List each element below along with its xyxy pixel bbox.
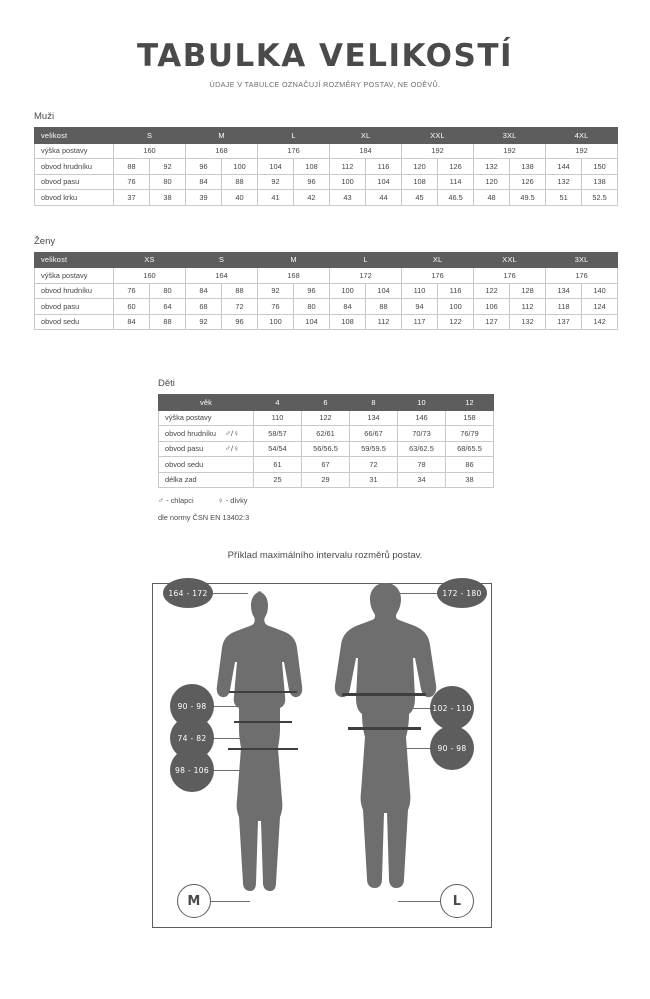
legend-girls-label: - dívky xyxy=(225,496,248,505)
page-title: TABULKA VELIKOSTÍ xyxy=(136,38,514,74)
kids-chest-0: 58/57 xyxy=(254,426,302,442)
table-row xyxy=(35,174,618,190)
men-height-4xl: 192 xyxy=(546,143,618,159)
kids-height-2: 134 xyxy=(350,410,398,426)
men-neck-3: 40 xyxy=(222,190,258,206)
man-chest-band xyxy=(342,693,426,696)
men-chest-1: 92 xyxy=(150,159,186,175)
women-hips-5: 104 xyxy=(294,314,330,330)
woman-chest-band xyxy=(229,691,297,693)
man-waist-bubble: 90 - 98 xyxy=(430,726,474,770)
women-chest-8: 110 xyxy=(402,283,438,299)
women-height-xl: 176 xyxy=(402,268,474,284)
men-neck-2: 39 xyxy=(186,190,222,206)
men-size-l: L xyxy=(258,128,330,144)
kids-height-3: 146 xyxy=(398,410,446,426)
table-header-row xyxy=(35,252,618,268)
men-height-xxl: 192 xyxy=(402,143,474,159)
table-row xyxy=(35,268,618,284)
men-chest-11: 138 xyxy=(510,159,546,175)
men-chest-5: 108 xyxy=(294,159,330,175)
section-label-women: Ženy xyxy=(34,235,56,247)
women-chest-10: 122 xyxy=(474,283,510,299)
women-chest-7: 104 xyxy=(366,283,402,299)
men-size-4xl: 4XL xyxy=(546,128,618,144)
kids-waist-4: 68/65.5 xyxy=(446,441,494,457)
man-height-bubble: 172 - 180 xyxy=(437,578,487,608)
table-row xyxy=(35,299,618,315)
leader-man-waist xyxy=(400,748,432,749)
men-waist-6: 100 xyxy=(330,174,366,190)
men-height-l: 176 xyxy=(258,143,330,159)
kids-row-label-waist xyxy=(159,441,254,457)
men-chest-4: 104 xyxy=(258,159,294,175)
women-height-xxl: 176 xyxy=(474,268,546,284)
kids-height-4: 158 xyxy=(446,410,494,426)
figure-title: Příklad maximálního intervalu rozměrů postav. xyxy=(227,550,423,561)
women-waist-0: 60 xyxy=(114,299,150,315)
kids-header-vek: věk xyxy=(159,395,254,411)
women-height-xs: 160 xyxy=(114,268,186,284)
women-size-xl: XL xyxy=(402,252,474,268)
leader-woman-hips xyxy=(213,770,247,771)
women-hips-13: 142 xyxy=(582,314,618,330)
section-label-kids: Děti xyxy=(158,378,175,389)
woman-waist-band xyxy=(234,721,292,723)
kids-age-6: 6 xyxy=(302,395,350,411)
table-row xyxy=(35,190,618,206)
kids-chest-2: 66/67 xyxy=(350,426,398,442)
kids-chest-1: 62/61 xyxy=(302,426,350,442)
woman-hips-bubble: 98 - 106 xyxy=(170,748,214,792)
men-chest-8: 120 xyxy=(402,159,438,175)
women-hips-9: 122 xyxy=(438,314,474,330)
women-size-s: S xyxy=(186,252,258,268)
men-neck-5: 42 xyxy=(294,190,330,206)
women-row-label-hips: obvod sedu xyxy=(35,314,114,330)
kids-waist-1: 56/56.5 xyxy=(302,441,350,457)
men-waist-12: 132 xyxy=(546,174,582,190)
table-row xyxy=(159,441,494,457)
kids-hips-4: 86 xyxy=(446,457,494,473)
men-waist-10: 120 xyxy=(474,174,510,190)
men-waist-5: 96 xyxy=(294,174,330,190)
woman-waist-bubble: 74 - 82 xyxy=(170,716,214,760)
women-waist-12: 118 xyxy=(546,299,582,315)
kids-age-12: 12 xyxy=(446,395,494,411)
leader-woman-size xyxy=(206,901,250,902)
kids-waist-3: 63/62.5 xyxy=(398,441,446,457)
women-chest-11: 128 xyxy=(510,283,546,299)
men-waist-11: 126 xyxy=(510,174,546,190)
men-chest-10: 132 xyxy=(474,159,510,175)
men-waist-2: 84 xyxy=(186,174,222,190)
gender-icons-chest: ♂/♀ xyxy=(225,428,240,438)
kids-backlength-0: 25 xyxy=(254,472,302,488)
kids-backlength-4: 38 xyxy=(446,472,494,488)
men-neck-6: 43 xyxy=(330,190,366,206)
women-height-l: 172 xyxy=(330,268,402,284)
table-header-row xyxy=(35,128,618,144)
kids-age-4: 4 xyxy=(254,395,302,411)
men-chest-9: 126 xyxy=(438,159,474,175)
kids-age-8: 8 xyxy=(350,395,398,411)
women-waist-5: 80 xyxy=(294,299,330,315)
size-chart-page xyxy=(0,38,650,999)
men-neck-1: 38 xyxy=(150,190,186,206)
women-height-m: 168 xyxy=(258,268,330,284)
men-waist-7: 104 xyxy=(366,174,402,190)
legend-boys xyxy=(158,496,194,505)
women-chest-3: 88 xyxy=(222,283,258,299)
women-hips-4: 100 xyxy=(258,314,294,330)
women-size-xxl: XXL xyxy=(474,252,546,268)
women-waist-9: 100 xyxy=(438,299,474,315)
woman-hips-band xyxy=(228,748,298,750)
women-height-s: 164 xyxy=(186,268,258,284)
kids-row-label-chest xyxy=(159,426,254,442)
men-waist-8: 108 xyxy=(402,174,438,190)
leader-woman-waist xyxy=(213,738,247,739)
men-size-s: S xyxy=(114,128,186,144)
table-row xyxy=(159,457,494,473)
men-size-xl: XL xyxy=(330,128,402,144)
men-row-label-height: výška postavy xyxy=(35,143,114,159)
women-size-3xl: 3XL xyxy=(546,252,618,268)
men-height-xl: 184 xyxy=(330,143,402,159)
men-size-3xl: 3XL xyxy=(474,128,546,144)
kids-chest-4: 76/79 xyxy=(446,426,494,442)
men-neck-0: 37 xyxy=(114,190,150,206)
kids-row-label-backlength: délka zad xyxy=(159,472,254,488)
section-label-men: Muži xyxy=(34,111,55,122)
women-waist-4: 76 xyxy=(258,299,294,315)
women-size-l: L xyxy=(330,252,402,268)
men-neck-8: 45 xyxy=(402,190,438,206)
men-size-xxl: XXL xyxy=(402,128,474,144)
boy-icon: ♂ xyxy=(225,444,231,454)
women-height-3xl: 176 xyxy=(546,268,618,284)
table-row xyxy=(159,426,494,442)
man-chest-bubble: 102 - 110 xyxy=(430,686,474,730)
men-chest-6: 112 xyxy=(330,159,366,175)
men-neck-13: 52.5 xyxy=(582,190,618,206)
women-hips-11: 132 xyxy=(510,314,546,330)
women-size-m: M xyxy=(258,252,330,268)
women-hips-1: 88 xyxy=(150,314,186,330)
men-neck-7: 44 xyxy=(366,190,402,206)
women-hips-12: 137 xyxy=(546,314,582,330)
men-neck-11: 49.5 xyxy=(510,190,546,206)
women-chest-2: 84 xyxy=(186,283,222,299)
women-row-label-height: výška postavy xyxy=(35,268,114,284)
women-size-table xyxy=(34,252,618,331)
men-row-label-neck: obvod krku xyxy=(35,190,114,206)
men-neck-9: 46.5 xyxy=(438,190,474,206)
page-subtitle: ÚDAJE V TABULCE OZNAČUJÍ ROZMĚRY POSTAV, NE ODĚVŮ. xyxy=(209,80,441,89)
leader-man-chest xyxy=(400,708,432,709)
women-hips-7: 112 xyxy=(366,314,402,330)
kids-backlength-3: 34 xyxy=(398,472,446,488)
kids-waist-0: 54/54 xyxy=(254,441,302,457)
women-chest-0: 76 xyxy=(114,283,150,299)
woman-size-letter: M xyxy=(177,884,211,918)
girl-icon: ♀ xyxy=(233,428,240,438)
men-chest-13: 150 xyxy=(582,159,618,175)
kids-hips-1: 67 xyxy=(302,457,350,473)
women-row-label-waist: obvod pasu xyxy=(35,299,114,315)
men-waist-4: 92 xyxy=(258,174,294,190)
leader-man-height xyxy=(398,593,440,594)
kids-legend xyxy=(158,496,650,505)
kids-backlength-1: 29 xyxy=(302,472,350,488)
kids-waist-label-text: obvod pasu xyxy=(165,444,204,454)
kids-row-label-height: výška postavy xyxy=(159,410,254,426)
women-chest-13: 140 xyxy=(582,283,618,299)
women-chest-4: 92 xyxy=(258,283,294,299)
men-size-table xyxy=(34,127,618,206)
table-row xyxy=(35,143,618,159)
men-waist-1: 80 xyxy=(150,174,186,190)
men-waist-3: 88 xyxy=(222,174,258,190)
kids-age-10: 10 xyxy=(398,395,446,411)
women-chest-12: 134 xyxy=(546,283,582,299)
kids-hips-0: 61 xyxy=(254,457,302,473)
gender-icons-waist: ♂/♀ xyxy=(225,444,240,454)
men-header-velikost: velikost xyxy=(35,128,114,144)
table-row xyxy=(35,159,618,175)
women-hips-3: 96 xyxy=(222,314,258,330)
women-waist-6: 84 xyxy=(330,299,366,315)
table-header-row xyxy=(159,395,494,411)
women-size-xs: XS xyxy=(114,252,186,268)
woman-height-bubble: 164 - 172 xyxy=(163,578,213,608)
kids-size-table xyxy=(158,394,494,488)
man-silhouette xyxy=(325,581,445,921)
men-neck-4: 41 xyxy=(258,190,294,206)
men-chest-0: 88 xyxy=(114,159,150,175)
girl-icon: ♀ xyxy=(233,444,240,454)
men-size-m: M xyxy=(186,128,258,144)
men-chest-2: 96 xyxy=(186,159,222,175)
women-waist-13: 124 xyxy=(582,299,618,315)
women-waist-10: 106 xyxy=(474,299,510,315)
man-size-letter: L xyxy=(440,884,474,918)
women-row-label-chest: obvod hrudníku xyxy=(35,283,114,299)
kids-hips-3: 78 xyxy=(398,457,446,473)
kids-row-label-hips: obvod sedu xyxy=(159,457,254,473)
kids-height-1: 122 xyxy=(302,410,350,426)
table-row xyxy=(159,472,494,488)
kids-hips-2: 72 xyxy=(350,457,398,473)
woman-chest-bubble: 90 - 98 xyxy=(170,684,214,728)
table-row xyxy=(159,410,494,426)
leader-woman-chest xyxy=(213,706,247,707)
kids-chest-3: 70/73 xyxy=(398,426,446,442)
women-chest-5: 96 xyxy=(294,283,330,299)
figure-area xyxy=(0,571,650,961)
men-neck-12: 51 xyxy=(546,190,582,206)
women-chest-9: 116 xyxy=(438,283,474,299)
women-hips-10: 127 xyxy=(474,314,510,330)
men-height-s: 160 xyxy=(114,143,186,159)
men-waist-9: 114 xyxy=(438,174,474,190)
men-waist-13: 138 xyxy=(582,174,618,190)
women-waist-11: 112 xyxy=(510,299,546,315)
women-chest-6: 100 xyxy=(330,283,366,299)
kids-height-0: 110 xyxy=(254,410,302,426)
table-row xyxy=(35,314,618,330)
men-row-label-chest: obvod hrudníku xyxy=(35,159,114,175)
women-header-velikost: velikost xyxy=(35,252,114,268)
kids-waist-2: 59/59.5 xyxy=(350,441,398,457)
women-hips-6: 108 xyxy=(330,314,366,330)
standard-note: dle normy ČSN EN 13402:3 xyxy=(158,513,250,522)
table-row xyxy=(35,283,618,299)
girl-icon: ♀ xyxy=(217,496,224,505)
women-chest-1: 80 xyxy=(150,283,186,299)
men-height-m: 168 xyxy=(186,143,258,159)
kids-chest-label-text: obvod hrudníku xyxy=(165,428,216,438)
women-hips-0: 84 xyxy=(114,314,150,330)
men-row-label-waist: obvod pasu xyxy=(35,174,114,190)
woman-silhouette xyxy=(208,589,318,919)
women-waist-2: 68 xyxy=(186,299,222,315)
women-waist-7: 88 xyxy=(366,299,402,315)
man-waist-band xyxy=(348,727,421,730)
boy-icon: ♂ xyxy=(225,428,231,438)
men-waist-0: 76 xyxy=(114,174,150,190)
legend-girls xyxy=(218,496,248,505)
men-neck-10: 48 xyxy=(474,190,510,206)
men-chest-7: 116 xyxy=(366,159,402,175)
women-waist-3: 72 xyxy=(222,299,258,315)
kids-backlength-2: 31 xyxy=(350,472,398,488)
men-height-3xl: 192 xyxy=(474,143,546,159)
women-hips-8: 117 xyxy=(402,314,438,330)
women-waist-1: 64 xyxy=(150,299,186,315)
men-chest-3: 100 xyxy=(222,159,258,175)
boy-icon: ♂ xyxy=(158,496,164,505)
legend-boys-label: - chlapci xyxy=(166,496,194,505)
leader-man-size xyxy=(398,901,442,902)
men-chest-12: 144 xyxy=(546,159,582,175)
women-hips-2: 92 xyxy=(186,314,222,330)
women-waist-8: 94 xyxy=(402,299,438,315)
